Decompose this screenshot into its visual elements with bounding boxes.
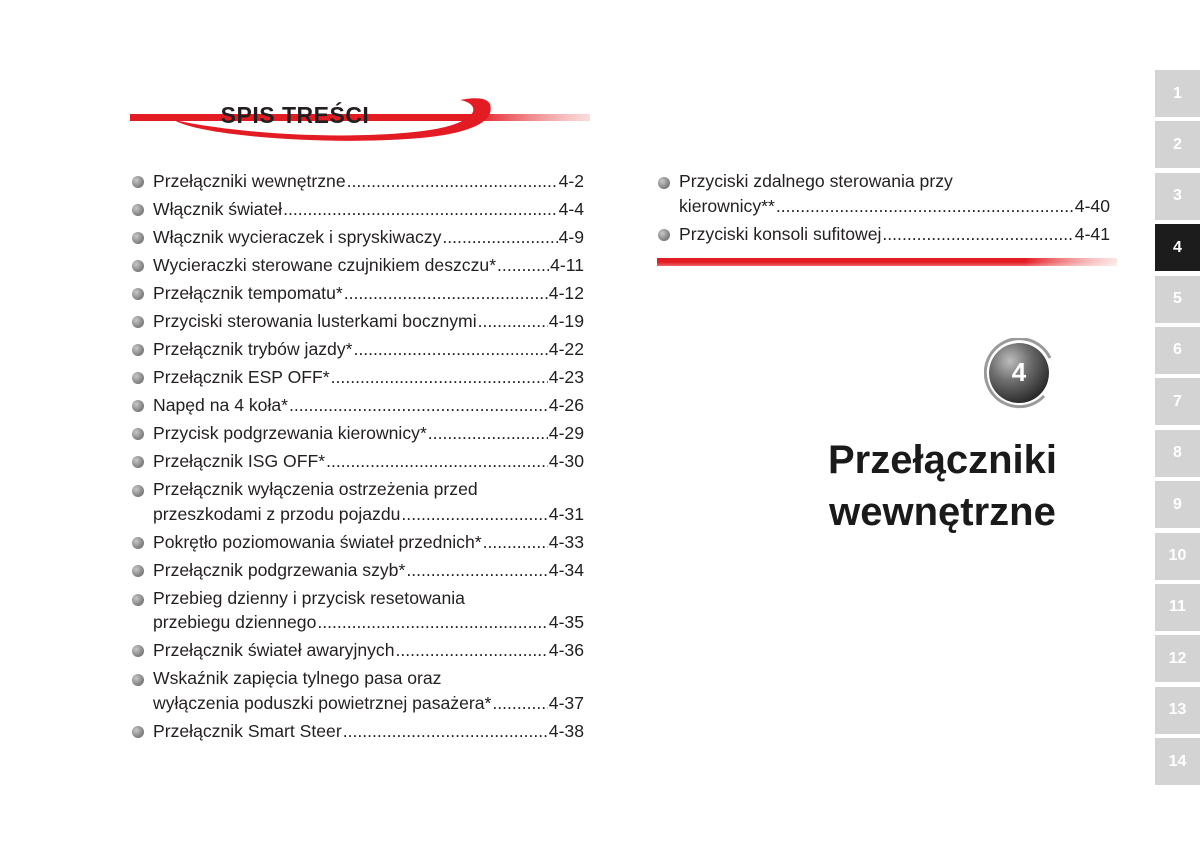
dot-leader bbox=[483, 528, 548, 556]
dot-leader bbox=[347, 167, 558, 195]
chapter-tab-9[interactable]: 9 bbox=[1155, 481, 1200, 528]
dot-leader bbox=[406, 556, 547, 584]
toc-entry-title: Włącznik świateł bbox=[153, 199, 283, 219]
toc-entry[interactable] bbox=[132, 307, 584, 335]
chapter-tab-12[interactable]: 12 bbox=[1155, 635, 1200, 682]
dot-leader bbox=[344, 279, 548, 307]
toc-list-left bbox=[132, 167, 584, 745]
toc-entry-page: 4-33 bbox=[548, 531, 584, 552]
bullet-icon bbox=[132, 565, 144, 577]
toc-entry-page: 4-37 bbox=[548, 692, 584, 713]
toc-entry[interactable] bbox=[132, 251, 584, 279]
chapter-tab-2[interactable]: 2 bbox=[1155, 121, 1200, 168]
bullet-icon bbox=[132, 400, 144, 412]
toc-entry-title: Napęd na 4 koła* bbox=[153, 395, 288, 415]
chapter-tab-13[interactable]: 13 bbox=[1155, 687, 1200, 734]
dot-leader bbox=[882, 220, 1073, 248]
toc-entry-page: 4-12 bbox=[548, 283, 584, 303]
toc-entry-title: przebiegu dziennego bbox=[153, 612, 317, 632]
toc-entry-text-line: Przełącznik wyłączenia ostrzeżenia przed bbox=[153, 479, 478, 499]
toc-entry[interactable] bbox=[132, 279, 584, 307]
toc-entry-page: 4-22 bbox=[548, 339, 584, 359]
toc-entry-page: 4-4 bbox=[558, 199, 584, 219]
toc-entry-title: Przycisk podgrzewania kierownicy* bbox=[153, 423, 427, 443]
toc-entry-page: 4-34 bbox=[548, 559, 584, 580]
chapter-tab-6[interactable]: 6 bbox=[1155, 327, 1200, 374]
bullet-icon bbox=[658, 229, 670, 241]
chapter-number: 4 bbox=[1011, 357, 1027, 387]
toc-entry-page: 4-11 bbox=[550, 255, 584, 275]
dot-leader bbox=[317, 610, 547, 635]
chapter-tab-7[interactable]: 7 bbox=[1155, 378, 1200, 425]
toc-entry[interactable] bbox=[132, 447, 584, 475]
toc-entry-title: Przełącznik podgrzewania szyb* bbox=[153, 559, 406, 580]
bullet-icon bbox=[132, 428, 144, 440]
toc-entry[interactable] bbox=[132, 528, 584, 556]
bullet-icon bbox=[132, 485, 144, 497]
bullet-icon bbox=[132, 594, 144, 606]
chapter-tab-4[interactable]: 4 bbox=[1155, 224, 1200, 271]
toc-entry-text-line: Przebieg dzienny i przycisk resetowania bbox=[153, 587, 465, 608]
toc-entry-page: 4-2 bbox=[558, 171, 584, 191]
chapter-tab-3[interactable]: 3 bbox=[1155, 173, 1200, 220]
chapter-tab-5[interactable]: 5 bbox=[1155, 276, 1200, 323]
bullet-icon bbox=[132, 316, 144, 328]
dot-leader bbox=[343, 717, 548, 745]
toc-entry[interactable] bbox=[132, 717, 584, 745]
bullet-icon bbox=[658, 177, 670, 189]
toc-entry[interactable] bbox=[132, 391, 584, 419]
toc-entry-page: 4-41 bbox=[1074, 223, 1110, 244]
toc-entry[interactable] bbox=[132, 636, 584, 664]
chapter-title bbox=[828, 434, 1057, 538]
toc-entry-page: 4-31 bbox=[548, 503, 584, 524]
toc-entry-title: Pokrętło poziomowania świateł przednich* bbox=[153, 531, 482, 552]
bullet-icon bbox=[132, 456, 144, 468]
chapter-tab-14[interactable]: 14 bbox=[1155, 738, 1200, 785]
section-divider bbox=[657, 256, 1117, 270]
toc-entry-page: 4-19 bbox=[548, 311, 584, 331]
chapter-title-line-1: Przełączniki bbox=[827, 438, 1057, 482]
toc-entry-text-line: Wskaźnik zapięcia tylnego pasa oraz bbox=[153, 668, 442, 688]
toc-entry-page: 4-30 bbox=[548, 451, 584, 471]
toc-entry-title: Przełącznik tempomatu* bbox=[153, 283, 343, 303]
bullet-icon bbox=[132, 344, 144, 356]
chapter-tab-8[interactable]: 8 bbox=[1155, 430, 1200, 477]
dot-leader bbox=[497, 251, 549, 279]
dot-leader bbox=[326, 447, 548, 475]
bullet-icon bbox=[132, 372, 144, 384]
toc-entry-title: Przełącznik świateł awaryjnych bbox=[153, 640, 395, 660]
toc-entry[interactable] bbox=[132, 584, 584, 637]
dot-leader bbox=[289, 391, 548, 419]
dot-leader bbox=[283, 195, 558, 223]
bullet-icon bbox=[132, 288, 144, 300]
chapter-tabs bbox=[1155, 70, 1200, 789]
bullet-icon bbox=[132, 260, 144, 272]
toc-entry-title: Przełącznik ISG OFF* bbox=[153, 451, 326, 471]
toc-entry[interactable] bbox=[658, 220, 1110, 248]
chapter-tab-10[interactable]: 10 bbox=[1155, 533, 1200, 580]
toc-entry-title: Przełącznik Smart Steer bbox=[153, 720, 342, 741]
toc-entry-title: Włącznik wycieraczek i spryskiwaczy bbox=[153, 227, 442, 247]
toc-heading: SPIS TREŚCI bbox=[220, 102, 370, 128]
toc-entry[interactable] bbox=[132, 223, 584, 251]
toc-entry-page: 4-26 bbox=[548, 395, 584, 415]
chapter-tab-11[interactable]: 11 bbox=[1155, 584, 1200, 631]
toc-entry-title: przeszkodami z przodu pojazdu bbox=[153, 503, 401, 524]
toc-entry-title: Przełączniki wewnętrzne bbox=[153, 171, 346, 191]
dot-leader bbox=[353, 335, 547, 363]
toc-entry-title: Wycieraczki sterowane czujnikiem deszczu* bbox=[153, 255, 497, 275]
toc-entry-page: 4-36 bbox=[548, 640, 584, 660]
bullet-icon bbox=[132, 232, 144, 244]
toc-entry[interactable] bbox=[132, 167, 584, 195]
toc-entry[interactable] bbox=[132, 335, 584, 363]
toc-entry[interactable] bbox=[132, 195, 584, 223]
dot-leader bbox=[396, 636, 548, 664]
toc-entry-page: 4-29 bbox=[548, 423, 584, 443]
toc-entry[interactable] bbox=[132, 419, 584, 447]
toc-entry-title: Przełącznik ESP OFF* bbox=[153, 367, 330, 387]
dot-leader bbox=[428, 419, 548, 447]
toc-entry-title: Przyciski sterowania lusterkami bocznymi bbox=[153, 311, 477, 331]
bullet-icon bbox=[132, 204, 144, 216]
dot-leader bbox=[776, 194, 1074, 219]
toc-entry-page: 4-23 bbox=[548, 367, 584, 387]
toc-entry-page: 4-9 bbox=[558, 227, 584, 247]
dot-leader bbox=[331, 363, 548, 391]
chapter-tab-1[interactable]: 1 bbox=[1155, 70, 1200, 117]
toc-list-right bbox=[658, 167, 1110, 248]
toc-entry[interactable] bbox=[132, 475, 584, 528]
toc-entry-page: 4-40 bbox=[1074, 195, 1110, 216]
bullet-icon bbox=[132, 537, 144, 549]
dot-leader bbox=[401, 502, 547, 527]
dot-leader bbox=[442, 223, 557, 251]
bullet-icon bbox=[132, 645, 144, 657]
dot-leader bbox=[492, 691, 547, 716]
chapter-title-line-2: wewnętrzne bbox=[829, 490, 1056, 534]
toc-entry-title: kierownicy** bbox=[679, 195, 775, 216]
toc-entry[interactable] bbox=[658, 167, 1110, 220]
toc-entry[interactable] bbox=[132, 556, 584, 584]
toc-entry-page: 4-35 bbox=[548, 612, 584, 632]
bullet-icon bbox=[132, 726, 144, 738]
dot-leader bbox=[478, 307, 548, 335]
bullet-icon bbox=[132, 674, 144, 686]
toc-entry-title: wyłączenia poduszki powietrznej pasażera* bbox=[153, 692, 492, 713]
toc-entry-title: Przełącznik trybów jazdy* bbox=[153, 339, 353, 359]
toc-entry-title: Przyciski konsoli sufitowej bbox=[679, 223, 882, 244]
toc-entry-page: 4-38 bbox=[548, 720, 584, 741]
toc-entry[interactable] bbox=[132, 664, 584, 717]
toc-entry-text-line: Przyciski zdalnego sterowania przy bbox=[679, 171, 953, 191]
bullet-icon bbox=[132, 176, 144, 188]
toc-entry[interactable] bbox=[132, 363, 584, 391]
